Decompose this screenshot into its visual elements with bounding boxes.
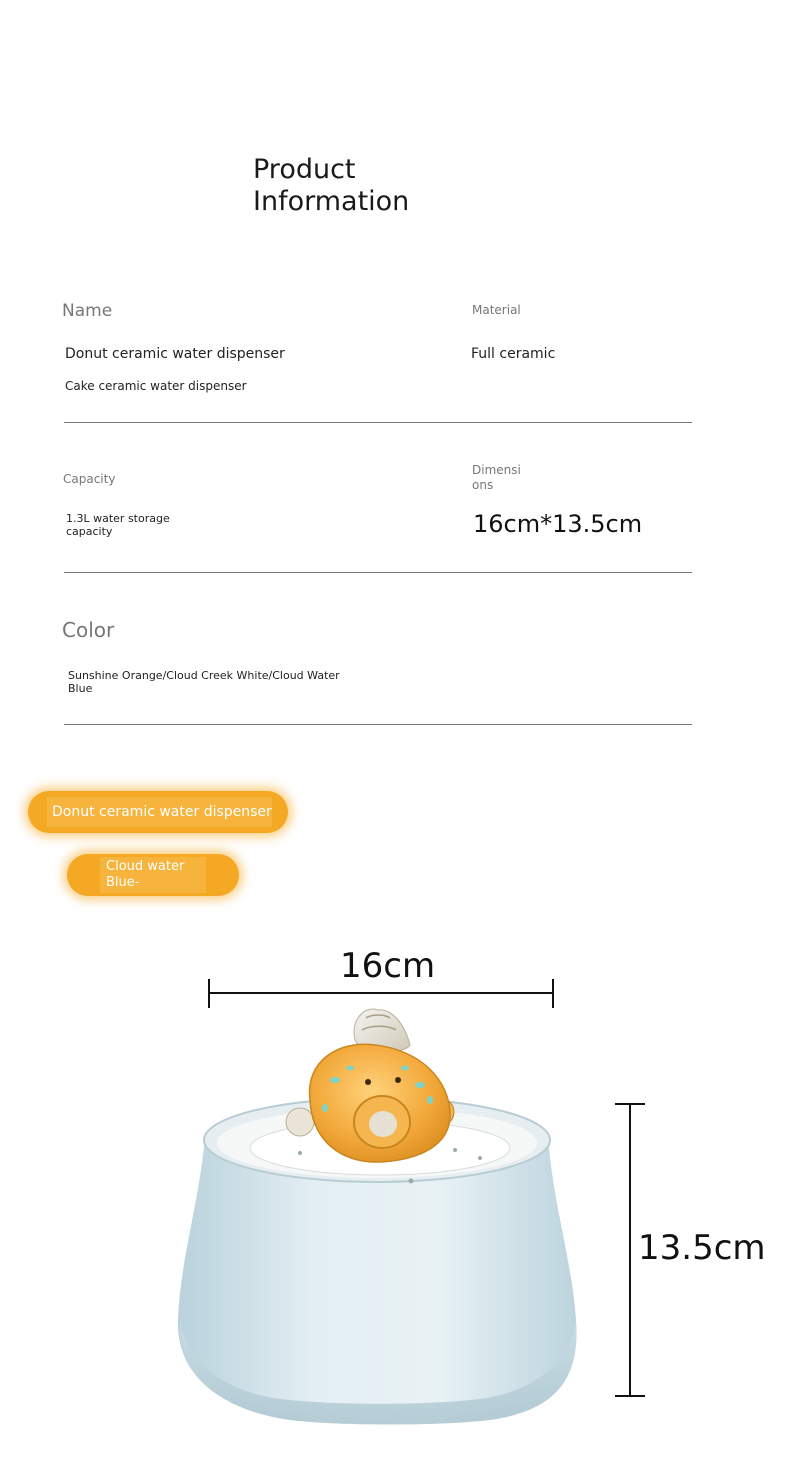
page-title-line1: Product [253,154,356,185]
capacity-value-line2: capacity [66,525,113,538]
dimensions-label-line1: Dimensi [472,463,521,477]
name-label: Name [62,301,113,321]
name-value-donut: Donut ceramic water dispenser [65,346,285,362]
dimensions-label-line2: ons [472,478,494,492]
height-dimension-label: 13.5cm [638,1228,766,1268]
dimensions-value: 16cm*13.5cm [473,510,643,538]
color-tag-line2: Blue- [106,875,140,890]
capacity-label: Capacity [63,472,116,486]
color-value-line2: Blue [68,682,93,695]
name-value-cake: Cake ceramic water dispenser [65,379,247,393]
page-title-line2: Information [253,186,410,217]
height-measure-line [615,1104,645,1396]
model-tag-text: Donut ceramic water dispenser [47,797,272,827]
capacity-value-line1: 1.3L water storage [66,512,170,525]
width-dimension-label: 16cm [340,946,436,986]
color-tag-line1: Cloud water [106,859,185,874]
color-value-line1: Sunshine Orange/Cloud Creek White/Cloud Water [68,669,340,682]
width-measure-line [209,979,553,1008]
material-value: Full ceramic [471,346,556,362]
material-label: Material [472,303,521,317]
color-label: Color [62,618,115,642]
